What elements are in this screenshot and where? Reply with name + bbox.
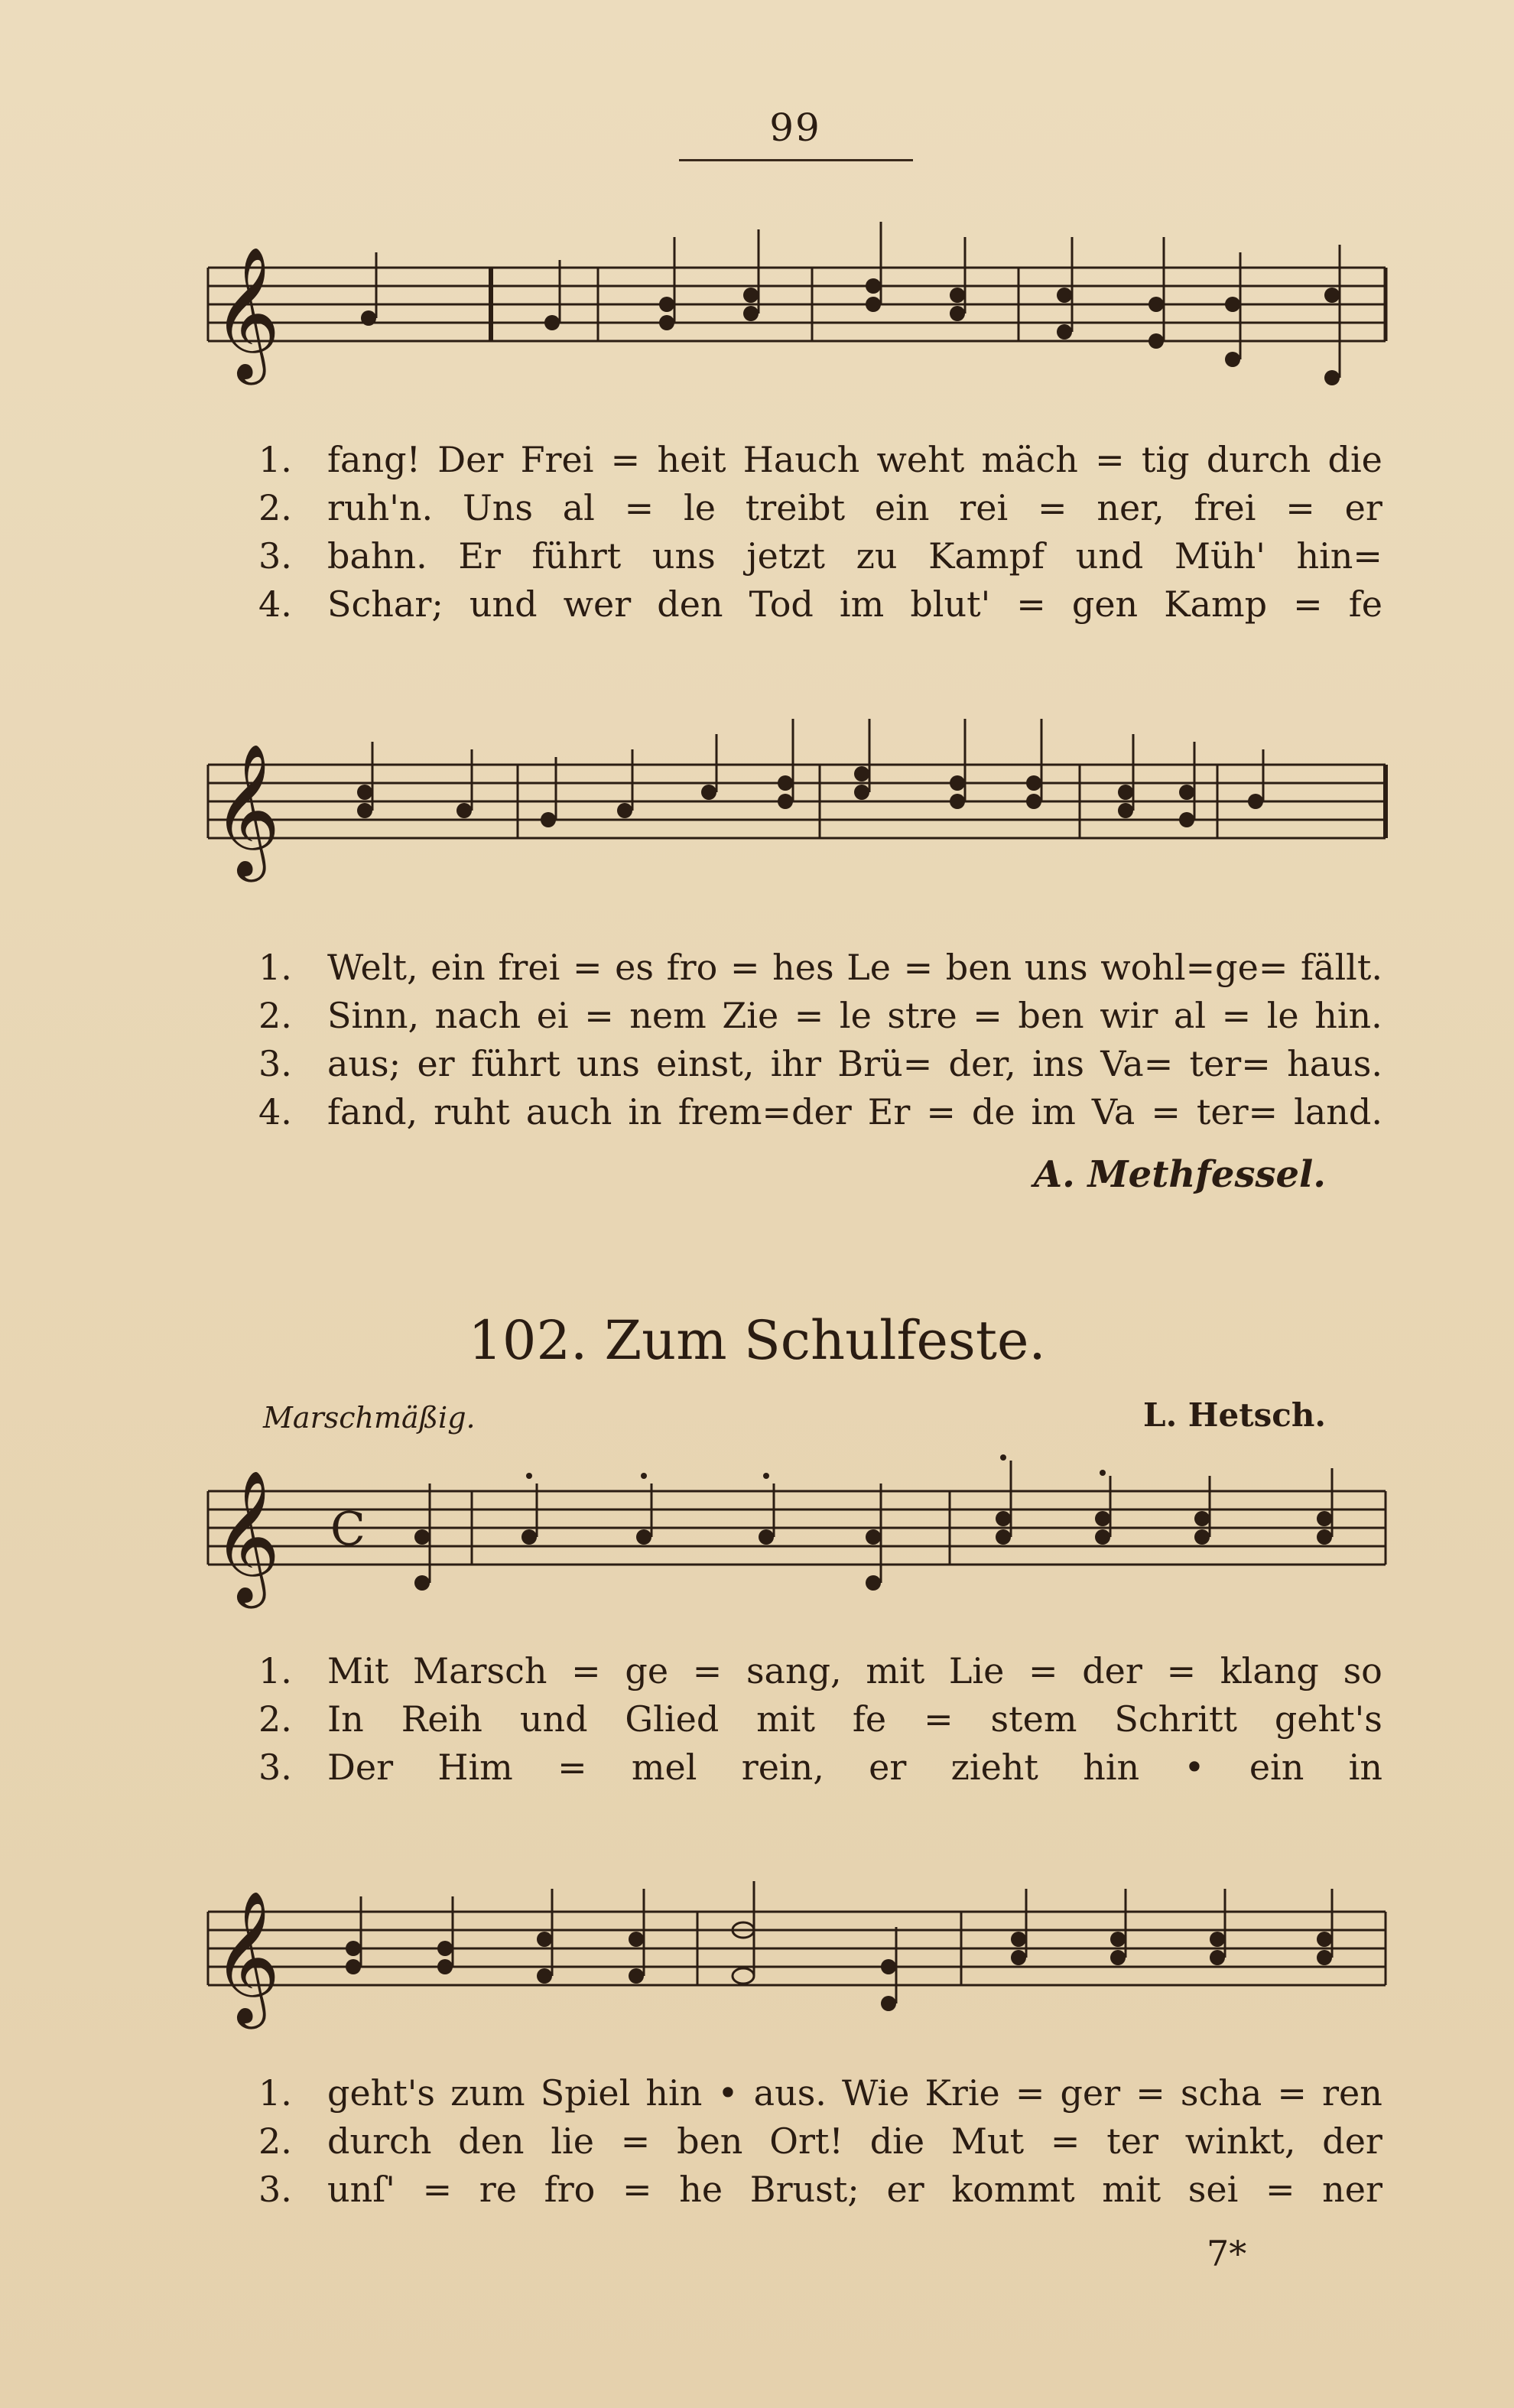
svg-text:𝄞: 𝄞 <box>213 743 281 876</box>
syllable: er <box>1344 487 1382 528</box>
syllable: nem <box>629 995 707 1036</box>
syllable: Welt, <box>327 947 418 988</box>
lyric-line <box>258 1695 1382 1743</box>
svg-text:𝄞: 𝄞 <box>213 1890 281 2023</box>
syllable: den <box>458 2120 525 2162</box>
syllable: er <box>869 1747 907 1788</box>
syllable: unſ' <box>327 2169 395 2210</box>
syllable: führt <box>470 1043 560 1084</box>
syllable: mel <box>631 1747 697 1788</box>
syllable: he <box>679 2169 723 2210</box>
syllable: • <box>1184 1747 1205 1788</box>
syllable: al <box>1173 995 1207 1036</box>
syllable: stem <box>990 1698 1077 1740</box>
syllable: ter <box>1106 2120 1158 2162</box>
syllable: = <box>1016 583 1046 625</box>
lyric-line <box>258 992 1382 1040</box>
syllable: die <box>1327 439 1382 480</box>
syllable: = <box>610 439 641 480</box>
lyric-line <box>258 1647 1382 1695</box>
syllable: Kampf <box>928 535 1045 577</box>
syllable: Glied <box>625 1698 720 1740</box>
syllable: = <box>584 995 614 1036</box>
syllable: frei <box>498 947 560 988</box>
syllable: Ort! <box>769 2120 843 2162</box>
syllable: = <box>1028 1650 1058 1691</box>
syllable: Va= <box>1100 1043 1174 1084</box>
syllable: und <box>519 1698 588 1740</box>
syllable: uns <box>1024 947 1088 988</box>
syllable: le <box>684 487 716 528</box>
syllable: zum <box>450 2072 525 2114</box>
syllable: Krie <box>924 2072 1000 2114</box>
syllable: ein <box>874 487 930 528</box>
lyrics-block-4 <box>258 2069 1382 2214</box>
syllable: in <box>1348 1747 1382 1788</box>
syllable: ner, <box>1097 487 1165 528</box>
syllable: = <box>794 995 824 1036</box>
syllable: ter= <box>1189 1043 1271 1084</box>
lyric-line <box>258 2117 1382 2166</box>
song-number: 102. <box>468 1309 588 1372</box>
syllable: wer <box>563 583 632 625</box>
syllable: = <box>729 947 760 988</box>
lyrics-block-1 <box>258 436 1382 629</box>
syllable: und <box>1075 535 1144 577</box>
syllable: im <box>1031 1091 1076 1133</box>
syllable: mäch <box>981 439 1078 480</box>
lyric-line <box>258 944 1382 992</box>
syllable: = <box>926 1091 956 1133</box>
syllable: der <box>1322 2120 1382 2162</box>
syllable: hin= <box>1296 535 1382 577</box>
syllable: = <box>1037 487 1067 528</box>
syllable: le <box>839 995 872 1036</box>
verse-number: 3. <box>258 535 292 577</box>
syllable: de <box>971 1091 1015 1133</box>
syllable: ihr <box>770 1043 822 1084</box>
syllable: den <box>657 583 723 625</box>
syllable: = <box>622 2169 652 2210</box>
page-number: 99 <box>769 106 821 150</box>
syllable: = <box>924 1698 954 1740</box>
verse-number: 2. <box>258 1698 292 1740</box>
verse-number: 3. <box>258 2169 292 2210</box>
verse-number: 1. <box>258 2072 292 2114</box>
syllable: rein, <box>741 1747 824 1788</box>
syllable: al <box>562 487 595 528</box>
syllable: le <box>1266 995 1299 1036</box>
syllable: = <box>1221 995 1252 1036</box>
syllable: tig <box>1141 439 1190 480</box>
syllable: mit <box>866 1650 925 1691</box>
verse-number: 2. <box>258 487 292 528</box>
syllable: geht's <box>1274 1698 1382 1740</box>
syllable: Er <box>867 1091 911 1133</box>
syllable: = <box>903 947 934 988</box>
arranger-credit: L. Hetsch. <box>1143 1396 1326 1434</box>
syllable: Va <box>1091 1091 1136 1133</box>
syllable: Brü= <box>837 1043 933 1084</box>
syllable: Tod <box>749 583 814 625</box>
syllable: weht <box>876 439 965 480</box>
page-number-rule <box>679 159 913 161</box>
syllable: haus. <box>1287 1043 1382 1084</box>
syllable: führt <box>531 535 622 577</box>
syllable: und <box>469 583 538 625</box>
syllable: durch <box>1206 439 1311 480</box>
syllable: ter= <box>1196 1091 1278 1133</box>
syllable: ger <box>1060 2072 1121 2114</box>
syllable: Lie <box>948 1650 1005 1691</box>
syllable: fe <box>852 1698 887 1740</box>
syllable: hin <box>645 2072 703 2114</box>
syllable: zieht <box>950 1747 1038 1788</box>
syllable: fang! <box>327 439 421 480</box>
syllable: aus. <box>753 2072 827 2114</box>
syllable: In <box>327 1698 364 1740</box>
lyrics-block-3 <box>258 1647 1382 1792</box>
syllable: rei <box>959 487 1009 528</box>
syllable: blut' <box>910 583 991 625</box>
syllable: hes <box>772 947 834 988</box>
music-staff-3 <box>200 1430 1393 1644</box>
syllable: fand, <box>327 1091 418 1133</box>
syllable: land. <box>1294 1091 1382 1133</box>
syllable: = <box>1095 439 1125 480</box>
syllable: = <box>624 487 655 528</box>
lyric-line <box>258 1040 1382 1088</box>
syllable: fällt. <box>1301 947 1382 988</box>
syllable: gen <box>1071 583 1139 625</box>
syllable: der, <box>948 1043 1016 1084</box>
music-staff-2 <box>200 688 1393 979</box>
syllable: Mit <box>327 1650 389 1691</box>
verse-number: 4. <box>258 583 292 625</box>
tempo-marking: Marschmäßig. <box>263 1401 476 1435</box>
syllable: = <box>1293 583 1323 625</box>
syllable: Sinn, <box>327 995 420 1036</box>
syllable: Him <box>437 1747 513 1788</box>
syllable: die <box>869 2120 925 2162</box>
lyric-line <box>258 2166 1382 2214</box>
verse-number: 1. <box>258 947 292 988</box>
syllable: Zie <box>722 995 779 1036</box>
syllable: in <box>628 1091 662 1133</box>
syllable: Frei <box>520 439 594 480</box>
lyric-line <box>258 1088 1382 1136</box>
music-staff-4 <box>200 1866 1393 2080</box>
lyrics-block-2 <box>258 944 1382 1136</box>
lyric-line <box>258 484 1382 532</box>
syllable: geht's <box>327 2072 436 2114</box>
syllable: = <box>692 1650 723 1691</box>
syllable: lie <box>551 2120 594 2162</box>
syllable: klang <box>1220 1650 1319 1691</box>
syllable: = <box>1277 2072 1307 2114</box>
syllable: Schar; <box>327 583 443 625</box>
syllable: ei <box>536 995 569 1036</box>
syllable: sang, <box>746 1650 842 1691</box>
syllable: einst, <box>656 1043 755 1084</box>
syllable: = <box>1050 2120 1080 2162</box>
lyric-line <box>258 532 1382 580</box>
lyric-line <box>258 1743 1382 1792</box>
syllable: = <box>1151 1091 1181 1133</box>
signature-mark: 7* <box>1207 2233 1247 2274</box>
verse-number: 3. <box>258 1043 292 1084</box>
lyric-line <box>258 2069 1382 2117</box>
syllable: aus; <box>327 1043 401 1084</box>
syllable: er <box>886 2169 924 2210</box>
syllable: wohl=ge= <box>1100 947 1288 988</box>
syllable: der <box>1082 1650 1142 1691</box>
syllable: nach <box>434 995 521 1036</box>
syllable: ben <box>945 947 1012 988</box>
syllable: = <box>1265 2169 1295 2210</box>
syllable: = <box>572 947 603 988</box>
syllable: Reih <box>401 1698 482 1740</box>
syllable: ins <box>1032 1043 1085 1084</box>
syllable: fro <box>544 2169 596 2210</box>
syllable: ner <box>1322 2169 1382 2210</box>
syllable: Spiel <box>540 2072 631 2114</box>
syllable: = <box>1166 1650 1197 1691</box>
syllable: er <box>417 1043 455 1084</box>
syllable: auch <box>525 1091 612 1133</box>
syllable: uns <box>576 1043 640 1084</box>
syllable: = <box>1285 487 1315 528</box>
svg-text:C: C <box>330 1503 366 1556</box>
syllable: stre <box>887 995 957 1036</box>
syllable: durch <box>327 2120 432 2162</box>
syllable: Schritt <box>1114 1698 1237 1740</box>
syllable: re <box>479 2169 518 2210</box>
syllable: ruht <box>434 1091 510 1133</box>
song-name: Zum Schulfeste. <box>604 1309 1046 1372</box>
verse-number: 4. <box>258 1091 292 1133</box>
syllable: ge <box>625 1650 669 1691</box>
syllable: Hauch <box>742 439 860 480</box>
syllable: = <box>422 2169 453 2210</box>
syllable: ein <box>1249 1747 1304 1788</box>
syllable: = <box>973 995 1002 1036</box>
lyric-line <box>258 580 1382 629</box>
syllable: so <box>1343 1650 1382 1691</box>
syllable: ren <box>1321 2072 1382 2114</box>
syllable: Er <box>458 535 501 577</box>
syllable: Der <box>437 439 504 480</box>
svg-text:𝄞: 𝄞 <box>213 246 281 379</box>
syllable: fro <box>666 947 718 988</box>
syllable: = <box>571 1650 601 1691</box>
syllable: treibt <box>745 487 846 528</box>
syllable: Müh' <box>1174 535 1265 577</box>
verse-number: 2. <box>258 2120 292 2162</box>
syllable: winkt, <box>1184 2120 1296 2162</box>
syllable: ruh'n. <box>327 487 434 528</box>
syllable: sei <box>1187 2169 1239 2210</box>
syllable: hin <box>1083 1747 1140 1788</box>
syllable: ein <box>430 947 486 988</box>
syllable: = <box>1015 2072 1045 2114</box>
composer-credit: A. Methfessel. <box>1033 1153 1326 1196</box>
verse-number: 1. <box>258 1650 292 1691</box>
syllable: bahn. <box>327 535 427 577</box>
syllable: Uns <box>462 487 533 528</box>
syllable: kommt <box>951 2169 1075 2210</box>
verse-number: 1. <box>258 439 292 480</box>
syllable: = <box>557 1747 587 1788</box>
syllable: es <box>615 947 654 988</box>
syllable: ben <box>1018 995 1084 1036</box>
lyric-line <box>258 436 1382 484</box>
syllable: Le <box>846 947 891 988</box>
syllable: = <box>620 2120 651 2162</box>
syllable: Der <box>327 1747 394 1788</box>
syllable: hin. <box>1314 995 1382 1036</box>
syllable: zu <box>856 535 898 577</box>
song-title <box>0 1309 1514 1372</box>
syllable: Wie <box>842 2072 910 2114</box>
syllable: jetzt <box>746 535 826 577</box>
syllable: = <box>1136 2072 1165 2114</box>
syllable: frei <box>1194 487 1256 528</box>
syllable: fe <box>1348 583 1382 625</box>
svg-text:𝄞: 𝄞 <box>213 1470 281 1603</box>
syllable: • <box>717 2072 739 2114</box>
syllable: scha <box>1180 2072 1262 2114</box>
syllable: heit <box>657 439 726 480</box>
syllable: mit <box>756 1698 815 1740</box>
syllable: Kamp <box>1164 583 1268 625</box>
syllable: Brust; <box>749 2169 859 2210</box>
syllable: ben <box>677 2120 743 2162</box>
syllable: im <box>839 583 885 625</box>
syllable: Marsch <box>412 1650 547 1691</box>
verse-number: 3. <box>258 1747 292 1788</box>
syllable: Mut <box>950 2120 1025 2162</box>
syllable: wir <box>1100 995 1158 1036</box>
syllable: frem=der <box>677 1091 852 1133</box>
syllable: uns <box>651 535 716 577</box>
syllable: mit <box>1102 2169 1161 2210</box>
verse-number: 2. <box>258 995 292 1036</box>
